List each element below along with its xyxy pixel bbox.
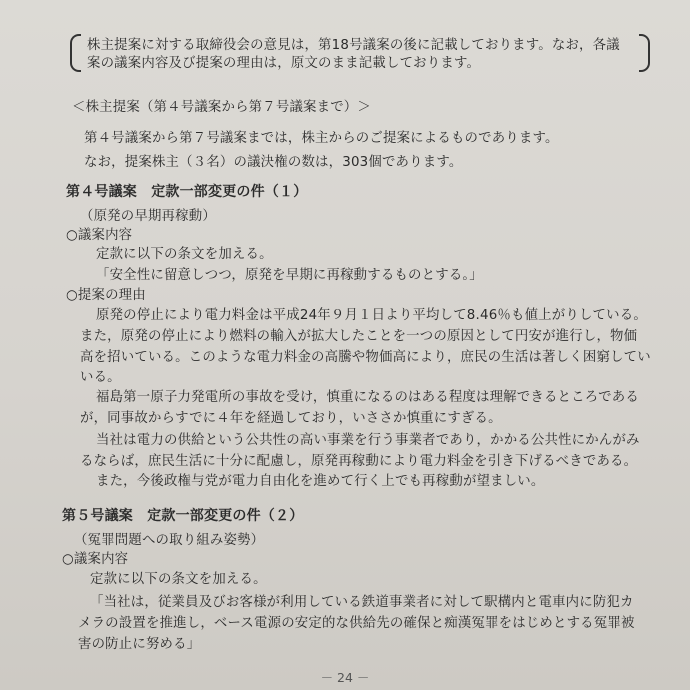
proposal-4-content-text: 定款に以下の条文を加える。: [96, 247, 273, 262]
clause-line: 害の防止に努める」: [78, 637, 201, 652]
reason-line: 高を招いている。このような電力料金の高騰や物価高により，庶民の生活は著しく困窮してい: [80, 350, 651, 365]
note-line-2: 案の議案内容及び提案の理由は，原文のまま記載しております。: [87, 56, 481, 71]
reason-line: いる。: [80, 370, 121, 385]
section-title: ＜株主提案（第４号議案から第７号議案まで）＞: [72, 100, 371, 115]
reason-line: 原発の停止により電力料金は平成24年９月１日より平均して8.46％も値上がりしている。: [96, 308, 647, 323]
proposal-4-title: 第４号議案 定款一部変更の件（１）: [66, 184, 308, 200]
page-number: － 24 －: [320, 670, 370, 685]
proposal-5-subtitle: （冤罪問題への取り組み姿勢）: [74, 533, 265, 548]
clause-line: メラの設置を推進し，ベース電源の安定的な供給先の確保と痴漢冤罪をはじめとする冤罪被: [78, 616, 635, 631]
reason-line: 当社は電力の供給という公共性の高い事業を行う事業者であり，かかる公共性にかんがみ: [96, 433, 640, 448]
reason-line: 福島第一原子力発電所の事故を受け，慎重になるのはある程度は理解できるところである: [96, 390, 639, 405]
note-line-1: 株主提案に対する取締役会の意見は，第18号議案の後に記載しております。なお，各議: [87, 38, 620, 53]
proposal-5-content-text: 定款に以下の条文を加える。: [90, 572, 267, 587]
reason-line: が，同事故からすでに４年を経過しており，いささか慎重にすぎる。: [80, 411, 502, 426]
proposal-4-content-heading: ○議案内容: [66, 228, 133, 243]
proposal-4-clause: 「安全性に留意しつつ，原発を早期に再稼動するものとする。」: [96, 268, 483, 283]
proposal-5-title: 第５号議案 定款一部変更の件（２）: [62, 508, 304, 524]
clause-line: 「当社は，従業員及びお客様が利用している鉄道事業者に対して駅構内と電車内に防犯カ: [90, 595, 634, 610]
proposal-4-reason-heading: ○提案の理由: [66, 288, 146, 303]
right-bracket: [639, 34, 650, 72]
proposal-5-content-heading: ○議案内容: [62, 552, 129, 567]
reason-line: るならば，庶民生活に十分に配慮し，原発再稼動により電力料金を引き下げるべきである。: [80, 454, 638, 469]
editorial-note-box: [70, 30, 650, 70]
section-intro-2: なお，提案株主（３名）の議決権の数は，303個であります。: [84, 155, 463, 170]
section-intro-1: 第４号議案から第７号議案までは，株主からのご提案によるものであります。: [84, 131, 559, 146]
reason-line: また，原発の停止により燃料の輸入が拡大したことを一つの原因として円安が進行し，物価: [80, 329, 638, 344]
left-bracket: [70, 34, 81, 72]
proposal-4-subtitle: （原発の早期再稼動）: [80, 209, 216, 224]
reason-line: また，今後政権与党が電力自由化を進めて行く上でも再稼動が望ましい。: [96, 474, 545, 489]
